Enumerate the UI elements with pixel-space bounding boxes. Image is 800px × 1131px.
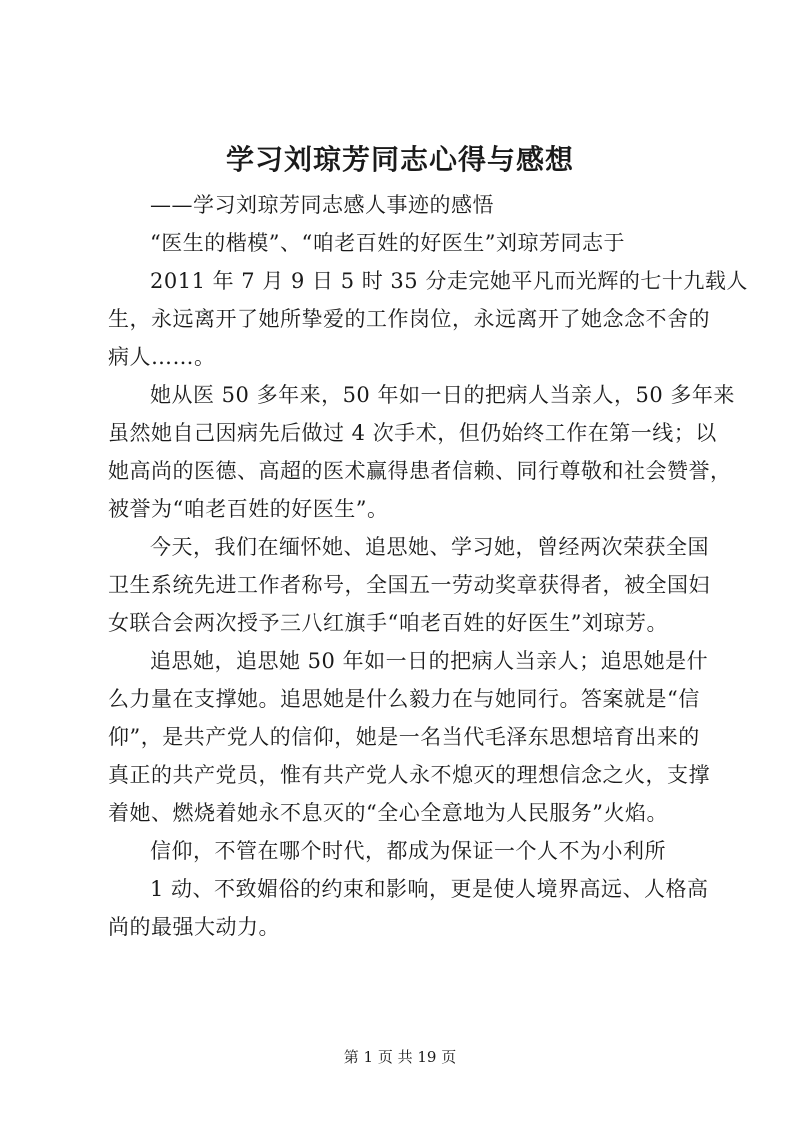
paragraph-line: 尚的最强大动力。 <box>108 915 280 939</box>
paragraph-line: 真正的共产党员，惟有共产党人永不熄灭的理想信念之火，支撑 <box>108 763 710 787</box>
paragraph-line: 她从医 50 多年来，50 年如一日的把病人当亲人，50 多年来 <box>150 383 735 407</box>
paragraph-line: 仰”，是共产党人的信仰，她是一名当代毛泽东思想培育出来的 <box>108 725 700 749</box>
paragraph-line: 病人……。 <box>108 345 216 369</box>
page-number-footer: 第 1 页 共 19 页 <box>343 1048 457 1066</box>
paragraph-line: 么力量在支撑她。追思她是什么毅力在与她同行。答案就是“信 <box>108 687 700 711</box>
subtitle-line: ——学习刘琼芳同志感人事迹的感悟 <box>150 193 494 217</box>
paragraph-line: 2011 年 7 月 9 日 5 时 35 分走完她平凡而光辉的七十九载人 <box>150 269 748 293</box>
paragraph-line: 信仰，不管在哪个时代，都成为保证一个人不为小利所 <box>150 839 666 863</box>
document-title: 学习刘琼芳同志心得与感想 <box>225 143 574 176</box>
paragraph-line: “医生的楷模”、“咱老百姓的好医生”刘琼芳同志于 <box>150 231 625 255</box>
paragraph-line: 虽然她自己因病先后做过 4 次手术，但仍始终工作在第一线；以 <box>108 421 717 445</box>
paragraph-line: 女联合会两次授予三八红旗手“咱老百姓的好医生”刘琼芳。 <box>108 611 668 635</box>
paragraph-line: 被誉为“咱老百姓的好医生”。 <box>108 497 389 521</box>
paragraph-line: 今天，我们在缅怀她、追思她、学习她，曾经两次荣获全国 <box>150 535 709 559</box>
paragraph-line: 追思她，追思她 50 年如一日的把病人当亲人；追思她是什 <box>150 649 709 673</box>
paragraph-line: 她高尚的医德、高超的医术赢得患者信赖、同行尊敬和社会赞誉， <box>108 459 732 483</box>
paragraph-line: 1 动、不致媚俗的约束和影响，更是使人境界高远、人格高 <box>150 877 709 901</box>
paragraph-line: 卫生系统先进工作者称号，全国五一劳动奖章获得者，被全国妇 <box>108 573 710 597</box>
paragraph-line: 生，永远离开了她所挚爱的工作岗位，永远离开了她念念不舍的 <box>108 307 710 331</box>
document-body <box>108 186 748 946</box>
paragraph-line: 着她、燃烧着她永不息灭的“全心全意地为人民服务”火焰。 <box>108 801 668 825</box>
